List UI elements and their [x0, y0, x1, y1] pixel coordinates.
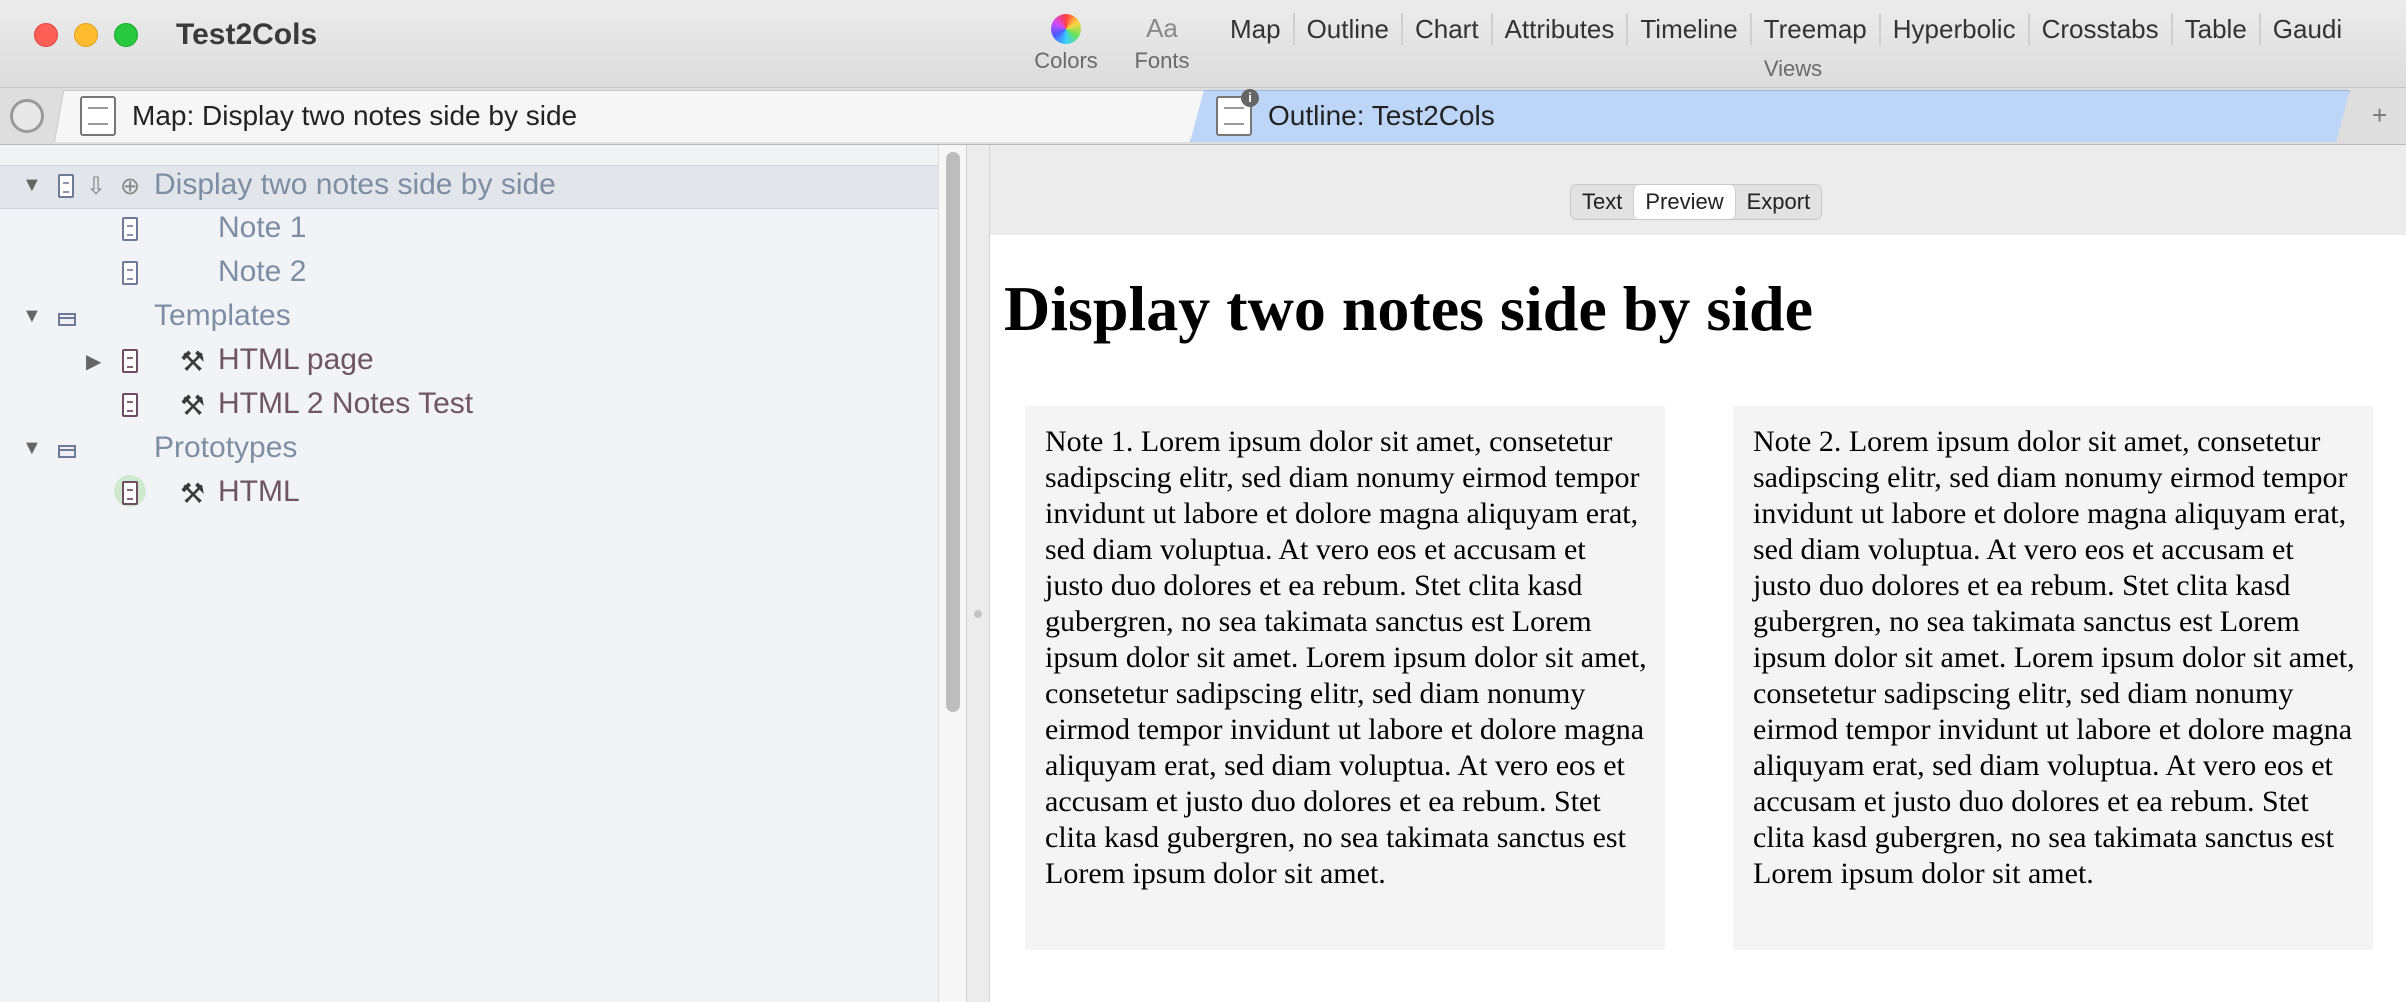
note-icon — [58, 174, 74, 198]
views-group — [1218, 8, 2368, 84]
outline-row-label: HTML 2 Notes Test — [218, 387, 474, 420]
outline-row-label: Prototypes — [154, 431, 298, 464]
note-2-text: Note 2. Lorem ipsum dolor sit amet, consetetur sadipscing elitr, sed diam nonumy eirmod tempor invidunt ut labore et dolore magna aliquyam erat, sed diam voluptua. At vero eos et accusam et justo duo dolores et ea rebum. Stet clita kasd gubergren, no sea takimata sanctus est Lorem ipsum dolor sit amet. Lorem ipsum dolor sit amet, consetetur sadipscing elitr, sed diam nonumy eirmod tempor invidunt ut labore et dolore magna aliquyam erat, sed diam voluptua. At vero eos et accusam et justo duo dolores et ea rebum. Stet clita kasd gubergren, no sea takimata sanctus est Lorem ipsum dolor sit amet. — [1753, 425, 2355, 890]
preview-mode-selector — [1570, 184, 1822, 220]
outline-row[interactable] — [0, 341, 938, 385]
tab-map-content[interactable] — [80, 92, 577, 140]
disclosure-triangle-expanded-icon[interactable]: ▼ — [22, 174, 42, 196]
outline-row-label: Note 1 — [218, 211, 307, 244]
view-gaudi-button[interactable]: Gaudi — [2259, 13, 2354, 45]
pane-splitter[interactable] — [966, 145, 990, 1002]
view-outline-button[interactable]: Outline — [1293, 13, 1401, 45]
view-map-button[interactable]: Map — [1230, 14, 1281, 44]
outline-document-icon — [1216, 96, 1252, 136]
outline-row[interactable] — [0, 253, 938, 297]
arrow-down-icon: ⇩ — [86, 173, 107, 200]
tools-icon: ⚒ — [180, 478, 206, 509]
color-wheel-icon — [1028, 8, 1104, 48]
note-1-column — [1025, 406, 1665, 950]
tools-icon: ⚒ — [180, 346, 206, 377]
tab-map-label: Map: Display two notes side by side — [132, 100, 578, 131]
note-icon — [122, 261, 138, 285]
tab-outline-content[interactable] — [1216, 92, 1495, 140]
map-document-icon — [80, 96, 116, 136]
folder-icon — [58, 445, 76, 458]
minimize-window-button[interactable] — [74, 23, 98, 47]
tab-outline-label: Outline: Test2Cols — [1268, 100, 1495, 131]
close-window-button[interactable] — [34, 23, 58, 47]
view-attributes-button[interactable]: Attributes — [1491, 13, 1627, 45]
note-icon — [122, 217, 138, 241]
mode-preview-button[interactable]: Preview — [1633, 185, 1735, 219]
tools-icon: ⚒ — [180, 390, 206, 421]
outline-row[interactable] — [0, 473, 938, 517]
note-1-text: Note 1. Lorem ipsum dolor sit amet, consetetur sadipscing elitr, sed diam nonumy eirmod tempor invidunt ut labore et dolore magna aliquyam erat, sed diam voluptua. At vero eos et accusam et justo duo dolores et ea rebum. Stet clita kasd gubergren, no sea takimata sanctus est Lorem ipsum dolor sit amet. Lorem ipsum dolor sit amet, consetetur sadipscing elitr, sed diam nonumy eirmod tempor invidunt ut labore et dolore magna aliquyam erat, sed diam voluptua. At vero eos et accusam et justo duo dolores et ea rebum. Stet clita kasd gubergren, no sea takimata sanctus est Lorem ipsum dolor sit amet. — [1045, 425, 1647, 890]
outline-row[interactable] — [0, 209, 938, 253]
window-title: Test2Cols — [176, 18, 318, 51]
outline-row-label: HTML — [218, 475, 300, 508]
outline-row[interactable] — [0, 165, 938, 209]
fonts-icon: Aa — [1146, 13, 1178, 43]
tab-bar — [0, 88, 2406, 145]
disclosure-triangle-expanded-icon[interactable]: ▼ — [22, 305, 42, 327]
disclosure-triangle-expanded-icon[interactable]: ▼ — [22, 437, 42, 459]
fonts-button[interactable] — [1124, 8, 1200, 74]
folder-icon — [58, 313, 76, 326]
view-treemap-button[interactable]: Treemap — [1750, 13, 1879, 45]
view-crosstabs-button[interactable]: Crosstabs — [2028, 13, 2171, 45]
colors-label: Colors — [1034, 48, 1098, 73]
disclosure-triangle-collapsed-icon[interactable]: ▶ — [86, 351, 102, 373]
outline-row[interactable] — [0, 385, 938, 429]
template-note-icon — [122, 393, 138, 417]
view-table-button[interactable]: Table — [2171, 13, 2259, 45]
tab-bar-circle-button[interactable] — [10, 99, 44, 133]
views-label: Views — [1763, 56, 1823, 81]
view-hyperbolic-button[interactable]: Hyperbolic — [1879, 13, 2028, 45]
outline-row-label: Display two notes side by side — [154, 168, 556, 201]
colors-button[interactable] — [1028, 8, 1104, 74]
mode-text-button[interactable]: Text — [1582, 189, 1623, 214]
outline-row-label: HTML page — [218, 343, 374, 376]
prototype-note-icon — [122, 481, 138, 505]
zoom-window-button[interactable] — [114, 23, 138, 47]
outline-pane — [0, 145, 938, 1002]
outline-row[interactable] — [0, 297, 938, 341]
add-circle-icon: ⊕ — [120, 173, 141, 200]
mode-export-button[interactable]: Export — [1746, 189, 1811, 214]
view-chart-button[interactable]: Chart — [1401, 13, 1491, 45]
note-2-column — [1733, 406, 2373, 950]
view-timeline-button[interactable]: Timeline — [1626, 13, 1749, 45]
outline-scrollbar-thumb[interactable] — [946, 152, 960, 712]
outline-row-label: Note 2 — [218, 255, 307, 288]
template-note-icon — [122, 349, 138, 373]
preview-document-title: Display two notes side by side — [1004, 273, 1813, 344]
outline-row[interactable] — [0, 429, 938, 473]
add-tab-button[interactable]: + — [2372, 100, 2388, 130]
title-bar — [0, 0, 2406, 88]
outline-row-label: Templates — [154, 299, 291, 332]
fonts-label: Fonts — [1134, 48, 1190, 73]
splitter-handle-icon[interactable] — [974, 610, 982, 618]
